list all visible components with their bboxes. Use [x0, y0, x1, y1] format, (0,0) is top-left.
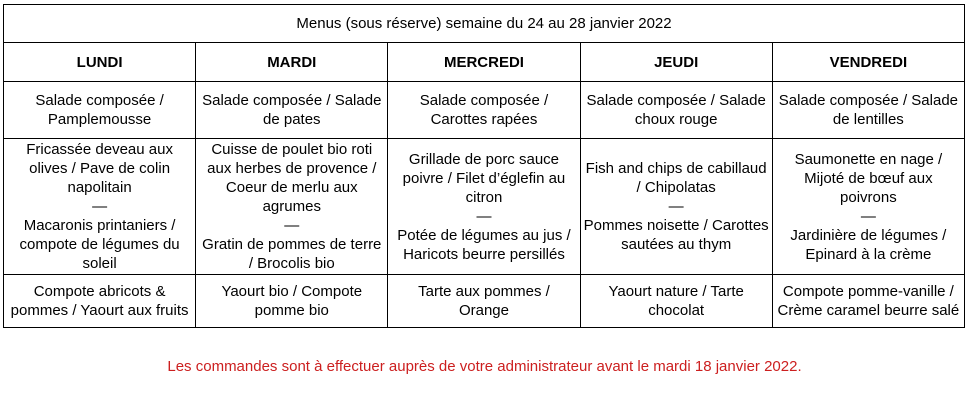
dessert-mercredi: Tarte aux pommes / Orange [388, 275, 580, 328]
main-option-b: Pommes noisette / Carottes sautées au thym [583, 217, 769, 253]
starter-mercredi: Salade composée / Carottes rapées [388, 82, 580, 139]
starter-mardi: Salade composée / Salade de pates [196, 82, 388, 139]
main-option-b: Jardinière de légumes / Epinard à la crème [790, 226, 947, 263]
main-option-b: Potée de légumes au jus / Haricots beurre persillés [397, 226, 571, 263]
title-row [4, 5, 965, 43]
menu-title: Menus (sous réserve) semaine du 24 au 28 janvier 2022 [4, 5, 965, 43]
day-header-jeudi: JEUDI [580, 43, 772, 82]
menu-table [3, 4, 965, 328]
main-option-b: Macaronis printaniers / compote de légumes du soleil [19, 217, 180, 272]
main-separator: — [284, 217, 300, 234]
main-course-row [4, 139, 965, 275]
dessert-row [4, 275, 965, 328]
main-cell-vendredi [772, 139, 964, 275]
main-cell-jeudi [580, 139, 772, 275]
day-header-mardi: MARDI [196, 43, 388, 82]
main-option-b: Gratin de pommes de terre / Brocolis bio [202, 236, 382, 272]
day-header-mercredi: MERCREDI [388, 43, 580, 82]
main-separator: — [860, 207, 876, 225]
starter-lundi: Salade composée / Pamplemousse [4, 82, 196, 139]
day-header-row [4, 43, 965, 82]
dessert-vendredi: Compote pomme-vanille / Crème caramel beurre salé [772, 275, 964, 328]
main-cell-mercredi [388, 139, 580, 275]
main-option-a: Cuisse de poulet bio roti aux herbes de provence / Coeur de merlu aux agrumes [207, 141, 377, 215]
dessert-jeudi: Yaourt nature / Tarte chocolat [580, 275, 772, 328]
main-option-a: Saumonette en nage / Mijoté de bœuf aux poivrons [794, 150, 943, 206]
main-cell-mardi [196, 139, 388, 275]
dessert-lundi: Compote abricots & pommes / Yaourt aux fruits [4, 275, 196, 328]
day-header-vendredi: VENDREDI [772, 43, 964, 82]
day-header-lundi: LUNDI [4, 43, 196, 82]
main-option-a: Grillade de porc sauce poivre / Filet d’églefin au citron [402, 150, 566, 206]
main-cell-lundi [4, 139, 196, 275]
starter-row [4, 82, 965, 139]
main-separator: — [476, 207, 492, 225]
main-option-a: Fricassée deveau aux olives / Pave de colin napolitain [26, 141, 173, 196]
main-option-a: Fish and chips de cabillaud / Chipolatas [585, 160, 767, 196]
starter-vendredi: Salade composée / Salade de lentilles [772, 82, 964, 139]
main-separator: — [668, 198, 684, 215]
main-separator: — [92, 198, 108, 215]
dessert-mardi: Yaourt bio / Compote pomme bio [196, 275, 388, 328]
order-deadline-note: Les commandes sont à effectuer auprès de votre administrateur avant le mardi 18 janvier 2022. [167, 358, 802, 375]
starter-jeudi: Salade composée / Salade choux rouge [580, 82, 772, 139]
